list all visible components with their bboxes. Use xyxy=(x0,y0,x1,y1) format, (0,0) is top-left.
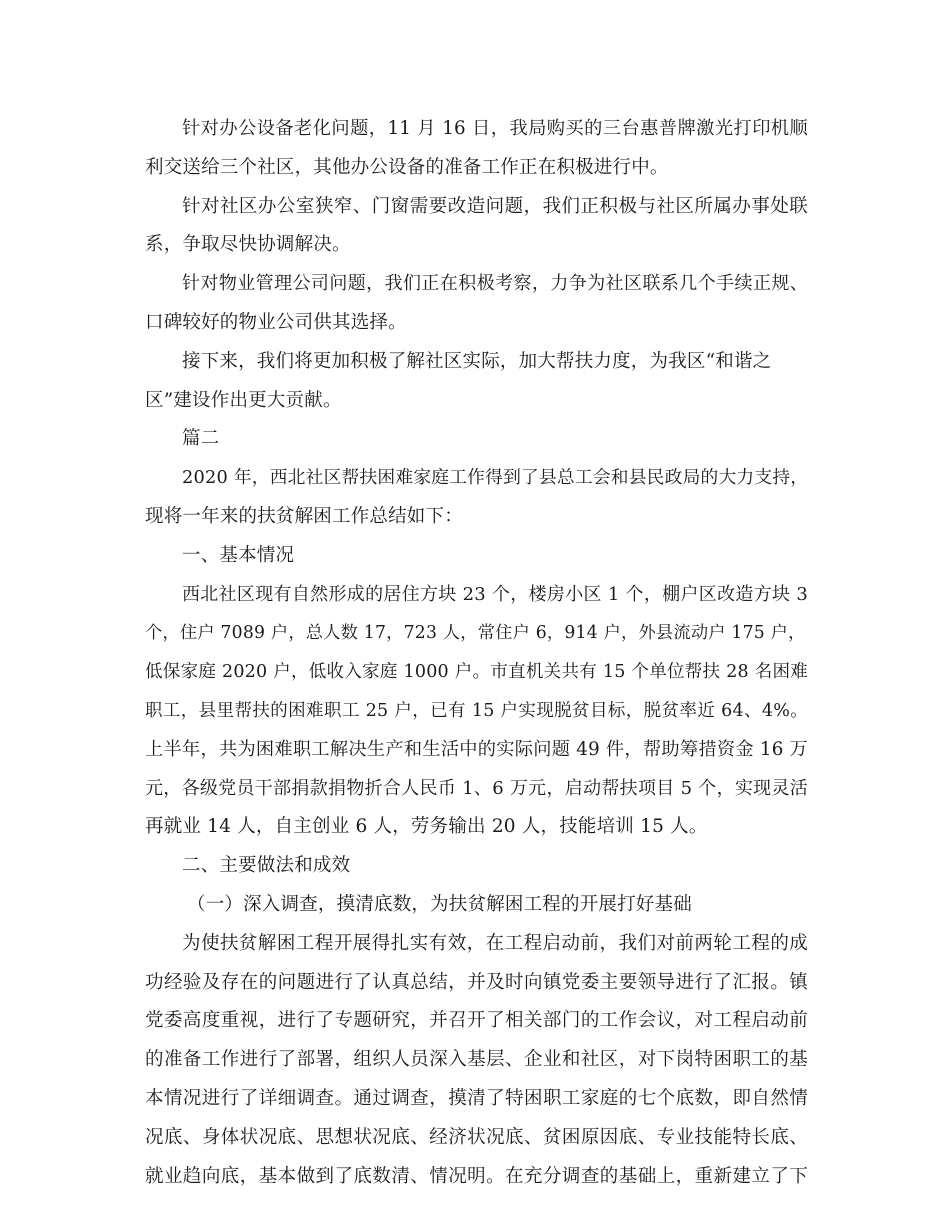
line: 口碑较好的物业公司供其选择。 xyxy=(145,312,407,333)
line: 系，争取尽快协调解决。 xyxy=(145,234,351,256)
line: 区”建设作出更大贡献。 xyxy=(145,389,342,411)
line: 的准备工作进行了部署，组织人员深入基层、企业和社区，对下岗特困职工的基 xyxy=(145,1049,808,1071)
line: 就业趋向底，基本做到了底数清、情况明。在充分调查的基础上，重新建立了下 xyxy=(145,1165,808,1187)
heading-part-two: 篇二 xyxy=(182,428,220,450)
section-heading: 二、主要做法和成效 xyxy=(182,855,351,877)
line: 低保家庭 2020 户，低收入家庭 1000 户。市直机关共有 15 个单位帮扶 28 名困难 xyxy=(145,662,808,683)
line: 2020 年，西北社区帮扶困难家庭工作得到了县总工会和县民政局的大力支持， xyxy=(182,468,809,489)
line: 利交送给三个社区，其他办公设备的准备工作正在积极进行中。 xyxy=(145,156,669,178)
line: 针对社区办公室狭窄、门窗需要改造问题，我们正积极与社区所属办事处联 xyxy=(182,195,808,217)
line: 接下来，我们将更加积极了解社区实际，加大帮扶力度，为我区“和谐之 xyxy=(182,350,772,372)
line: 功经验及存在的问题进行了认真总结，并及时向镇党委主要领导进行了汇报。镇 xyxy=(145,971,808,993)
line: 现将一年来的扶贫解困工作总结如下： xyxy=(145,506,463,527)
line: 党委高度重视，进行了专题研究，并召开了相关部门的工作会议，对工程启动前 xyxy=(145,1010,808,1032)
line: 元，各级党员干部捐款捐物折合人民币 1、6 万元，启动帮扶项目 5 个，实现灵活 xyxy=(145,777,808,799)
line: 针对办公设备老化问题，11 月 16 日，我局购买的三台惠普牌激光打印机顺 xyxy=(182,118,808,139)
line: 职工，县里帮扶的困难职工 25 户，已有 15 户实现脱贫目标，脱贫率近 64、4%。 xyxy=(145,701,808,721)
line: 西北社区现有自然形成的居住方块 23 个，楼房小区 1 个，棚户区改造方块 3 xyxy=(182,583,808,605)
subsection-heading: （一）深入调查，摸清底数，为扶贫解困工程的开展打好基础 xyxy=(187,894,692,915)
section-heading: 一、基本情况 xyxy=(182,544,295,566)
line: 再就业 14 人，自主创业 6 人，劳务输出 20 人，技能培训 15 人。 xyxy=(145,816,708,838)
line: 本情况进行了详细调查。通过调查，摸清了特困职工家庭的七个底数，即自然情 xyxy=(145,1088,808,1109)
line: 上半年，共为困难职工解决生产和生活中的实际问题 49 件，帮助筹措资金 16 万 xyxy=(145,738,808,760)
line: 针对物业管理公司问题，我们正在积极考察，力争为社区联系几个手续正规、 xyxy=(182,273,808,295)
line: 况底、身体状况底、思想状况底、经济状况底、贫困原因底、专业技能特长底、 xyxy=(145,1126,808,1148)
line: 为使扶贫解困工程开展得扎实有效，在工程启动前，我们对前两轮工程的成 xyxy=(182,932,808,954)
line: 个，住户 7089 户，总人数 17，723 人，常住户 6，914 户，外县流动户 175 户， xyxy=(145,623,806,644)
